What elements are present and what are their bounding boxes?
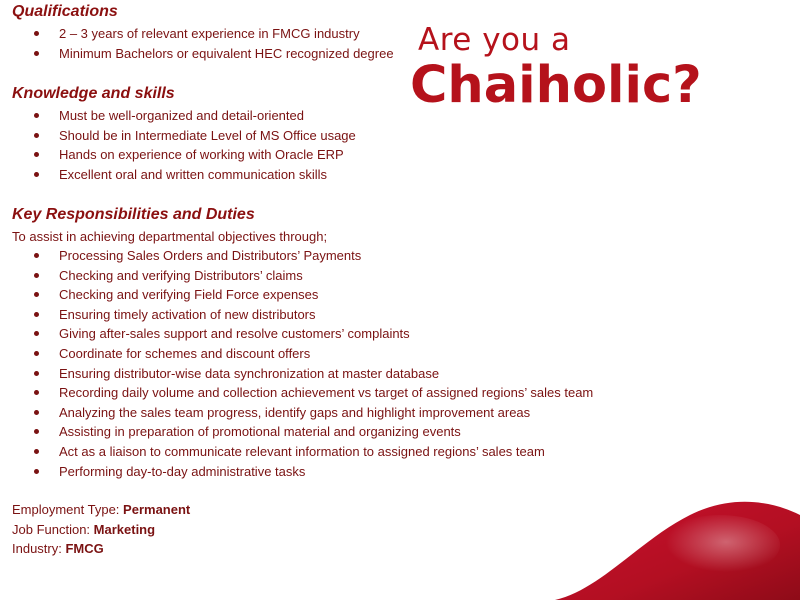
list-item: Assisting in preparation of promotional material and organizing events bbox=[12, 422, 593, 442]
list-item: Ensuring timely activation of new distributors bbox=[12, 305, 593, 325]
bullet-icon bbox=[34, 410, 39, 415]
bullet-icon bbox=[34, 371, 39, 376]
bullet-icon bbox=[34, 31, 39, 36]
bullet-icon bbox=[34, 292, 39, 297]
responsibilities-heading: Key Responsibilities and Duties bbox=[12, 206, 255, 223]
bullet-icon bbox=[34, 390, 39, 395]
bullet-icon bbox=[34, 172, 39, 177]
list-item: Recording daily volume and collection achievement vs target of assigned regions’ sales team bbox=[12, 383, 593, 403]
list-item: Hands on experience of working with Oracle ERP bbox=[12, 145, 356, 165]
list-item: Checking and verifying Field Force expenses bbox=[12, 285, 593, 305]
job-function-value: Marketing bbox=[93, 521, 156, 537]
bullet-icon bbox=[34, 429, 39, 434]
bullet-icon bbox=[34, 51, 39, 56]
list-item: Should be in Intermediate Level of MS Office usage bbox=[12, 126, 356, 146]
bullet-icon bbox=[34, 253, 39, 258]
list-item: Must be well-organized and detail-oriented bbox=[12, 106, 356, 126]
list-item: 2 – 3 years of relevant experience in FMCG industry bbox=[12, 24, 394, 44]
bullet-icon bbox=[34, 312, 39, 317]
bullet-icon bbox=[34, 449, 39, 454]
bullet-icon bbox=[34, 113, 39, 118]
list-item: Coordinate for schemes and discount offers bbox=[12, 344, 593, 364]
knowledge-heading: Knowledge and skills bbox=[12, 85, 175, 102]
job-meta bbox=[12, 500, 190, 559]
industry-value: FMCG bbox=[65, 541, 104, 557]
list-item: Ensuring distributor-wise data synchronization at master database bbox=[12, 364, 593, 384]
list-item: Giving after-sales support and resolve customers’ complaints bbox=[12, 324, 593, 344]
employment-type: Employment Type: Permanent bbox=[12, 502, 191, 517]
list-item: Act as a liaison to communicate relevant information to assigned regions’ sales team bbox=[12, 442, 593, 462]
job-function: Job Function: Marketing bbox=[12, 521, 156, 537]
list-item: Analyzing the sales team progress, identify gaps and highlight improvement areas bbox=[12, 403, 593, 423]
list-item: Processing Sales Orders and Distributors’ Payments bbox=[12, 246, 593, 266]
bullet-icon bbox=[34, 152, 39, 157]
list-item: Excellent oral and written communication skills bbox=[12, 165, 356, 185]
list-item: Checking and verifying Distributors’ claims bbox=[12, 266, 593, 286]
bullet-icon bbox=[34, 133, 39, 138]
employment-type-value: Permanent bbox=[123, 502, 191, 517]
list-item: Minimum Bachelors or equivalent HEC recognized degree bbox=[12, 44, 394, 64]
promo-headline: Chaiholic? bbox=[410, 56, 702, 115]
bullet-icon bbox=[34, 273, 39, 278]
bullet-icon bbox=[34, 331, 39, 336]
responsibilities-list bbox=[12, 246, 593, 481]
qualifications-list bbox=[12, 24, 394, 63]
industry: Industry: FMCG bbox=[12, 541, 104, 557]
bullet-icon bbox=[34, 351, 39, 356]
responsibilities-intro: To assist in achieving departmental objectives through; bbox=[12, 229, 328, 244]
promo-tagline: Are you a bbox=[418, 22, 571, 58]
knowledge-list bbox=[12, 106, 356, 184]
qualifications-heading: Qualifications bbox=[12, 3, 118, 20]
bullet-icon bbox=[34, 469, 39, 474]
list-item: Performing day-to-day administrative tasks bbox=[12, 462, 593, 482]
